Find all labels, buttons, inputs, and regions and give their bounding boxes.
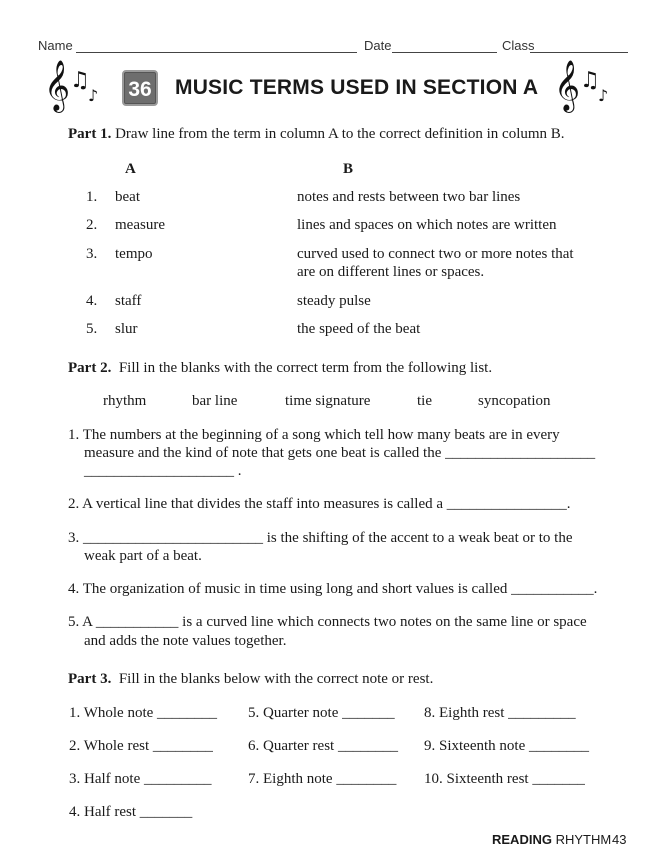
definition: steady pulse xyxy=(297,293,371,309)
note-item[interactable]: 4. Half rest _______ xyxy=(69,804,193,820)
question-text: and adds the note values together. xyxy=(84,633,287,649)
term: tempo xyxy=(115,246,153,262)
row-number: 3. xyxy=(86,246,98,262)
note-item[interactable]: 8. Eighth rest _________ xyxy=(424,705,576,721)
word-bank-item: tie xyxy=(417,393,432,409)
part3-instruction xyxy=(68,670,433,688)
word-bank-item: time signature xyxy=(285,393,371,409)
note-item[interactable]: 1. Whole note ________ xyxy=(69,705,218,721)
note-item[interactable]: 2. Whole rest ________ xyxy=(69,738,213,754)
class-label: Class xyxy=(502,38,535,53)
book-title-rest: RHYTHM xyxy=(555,832,612,847)
note-item[interactable]: 10. Sixteenth rest _______ xyxy=(424,771,585,787)
part3-label: Part 3. xyxy=(68,671,112,687)
page-title: MUSIC TERMS USED IN SECTION A xyxy=(175,76,539,99)
column-b-header: B xyxy=(343,161,354,177)
class-field[interactable] xyxy=(530,52,628,53)
worksheet-number-badge: 36 xyxy=(122,70,158,106)
name-label: Name xyxy=(38,38,73,53)
name-field[interactable] xyxy=(76,52,357,53)
part2-instruction xyxy=(68,359,492,377)
row-number: 5. xyxy=(86,321,98,337)
row-number: 2. xyxy=(86,217,98,233)
question-text: ____________________ . xyxy=(84,463,242,479)
page-number: 43 xyxy=(612,832,627,847)
definition-continued: are on different lines or spaces. xyxy=(297,264,485,280)
column-a-header: A xyxy=(125,161,136,177)
row-number: 4. xyxy=(86,293,98,309)
question-text: 1. The numbers at the beginning of a song which tell how many beats are in every xyxy=(68,427,560,443)
part3-text: Fill in the blanks below with the correct note or rest. xyxy=(118,671,434,687)
note-item[interactable]: 7. Eighth note ________ xyxy=(248,771,397,787)
definition: notes and rests between two bar lines xyxy=(297,189,521,205)
note-item[interactable]: 5. Quarter note _______ xyxy=(248,705,395,721)
term: staff xyxy=(115,293,142,309)
question-text: measure and the kind of note that gets one beat is called the ____________________ xyxy=(84,445,596,461)
book-title-bold: READING xyxy=(492,832,552,847)
word-bank-item: rhythm xyxy=(103,393,147,409)
note-item[interactable]: 3. Half note _________ xyxy=(69,771,212,787)
date-label: Date xyxy=(364,38,392,53)
term: beat xyxy=(115,189,140,205)
word-bank-item: syncopation xyxy=(478,393,551,409)
part1-instruction xyxy=(68,125,565,143)
question-text: weak part of a beat. xyxy=(84,548,202,564)
question-text: 4. The organization of music in time using long and short values is called ___________. xyxy=(68,581,598,597)
note-item[interactable]: 6. Quarter rest ________ xyxy=(248,738,398,754)
part2-label: Part 2. xyxy=(68,360,112,376)
term: slur xyxy=(115,321,138,337)
definition: curved used to connect two or more notes that xyxy=(297,246,574,262)
word-bank-item: bar line xyxy=(192,393,238,409)
note-item[interactable]: 9. Sixteenth note ________ xyxy=(424,738,589,754)
row-number: 1. xyxy=(86,189,98,205)
question-text: 5. A ___________ is a curved line which connects two notes on the same line or space xyxy=(68,614,587,630)
part1-label: Part 1. xyxy=(68,126,112,142)
question-text: 3. ________________________ is the shifting of the accent to a weak beat or to the xyxy=(68,530,573,546)
date-field[interactable] xyxy=(392,52,497,53)
definition: lines and spaces on which notes are written xyxy=(297,217,557,233)
definition: the speed of the beat xyxy=(297,321,421,337)
part1-text: Draw line from the term in column A to the correct definition in column B. xyxy=(115,126,565,142)
term: measure xyxy=(115,217,165,233)
part2-text: Fill in the blanks with the correct term from the following list. xyxy=(118,360,493,376)
question-text: 2. A vertical line that divides the staff into measures is called a ________________. xyxy=(68,496,571,512)
footer-book-title xyxy=(492,831,611,849)
